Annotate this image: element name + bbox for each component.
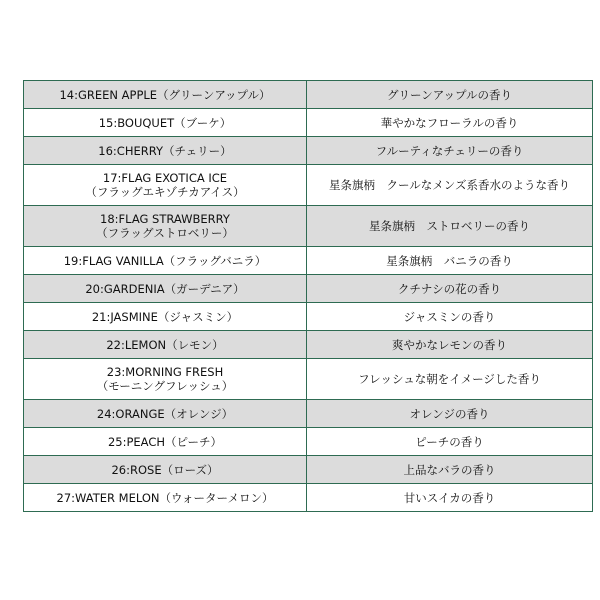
table-row — [24, 428, 593, 456]
scent-description-cell: 爽やかなレモンの香り — [307, 331, 593, 359]
scent-description-cell: 華やかなフローラルの香り — [307, 109, 593, 137]
scent-name-line: 20:GARDENIA（ガーデニア） — [85, 281, 245, 296]
scent-name-cell — [24, 275, 307, 303]
scent-name-cell — [24, 428, 307, 456]
scent-name-cell — [24, 456, 307, 484]
scent-name-cell — [24, 303, 307, 331]
scent-name-line: 14:GREEN APPLE（グリーンアップル） — [59, 87, 271, 102]
table-row — [24, 484, 593, 512]
scent-name-line: 16:CHERRY（チェリー） — [98, 143, 232, 158]
scent-name-cell — [24, 81, 307, 109]
scent-name-line: （フラッグエキゾチカアイス） — [85, 185, 245, 199]
scent-name-line: 22:LEMON（レモン） — [106, 337, 224, 352]
scent-name-cell — [24, 484, 307, 512]
scent-description-cell: ピーチの香り — [307, 428, 593, 456]
scent-name-line: （フラッグストロベリー） — [96, 226, 234, 240]
table-row — [24, 206, 593, 247]
scent-description-cell: 上品なバラの香り — [307, 456, 593, 484]
table-row — [24, 247, 593, 275]
scent-description-cell: 星条旗柄 ストロベリーの香り — [307, 206, 593, 247]
scent-name-line: 19:FLAG VANILLA（フラッグバニラ） — [63, 253, 267, 268]
scent-name-line: （モーニングフレッシュ） — [96, 379, 234, 393]
scent-description-cell: 星条旗柄 バニラの香り — [307, 247, 593, 275]
table-row — [24, 331, 593, 359]
scent-name-cell — [24, 137, 307, 165]
scent-name-line: 25:PEACH（ピーチ） — [107, 434, 223, 449]
table-row — [24, 400, 593, 428]
scent-description-cell: フルーティなチェリーの香り — [307, 137, 593, 165]
table-row — [24, 359, 593, 400]
table-row — [24, 137, 593, 165]
scent-name-line: 17:FLAG EXOTICA ICE — [102, 171, 228, 185]
table-row — [24, 275, 593, 303]
scent-description-cell: 甘いスイカの香り — [307, 484, 593, 512]
scent-name-cell — [24, 359, 307, 400]
scent-table — [23, 80, 593, 512]
scent-table-body — [24, 81, 593, 512]
scent-name-line: 27:WATER MELON（ウォーターメロン） — [56, 490, 274, 505]
table-row — [24, 456, 593, 484]
scent-name-cell — [24, 206, 307, 247]
scent-description-cell: クチナシの花の香り — [307, 275, 593, 303]
scent-name-line: 15:BOUQUET（ブーケ） — [98, 115, 232, 130]
scent-name-line: 21:JASMINE（ジャスミン） — [91, 309, 239, 324]
scent-description-cell: オレンジの香り — [307, 400, 593, 428]
scent-description-cell: 星条旗柄 クールなメンズ系香水のような香り — [307, 165, 593, 206]
scent-name-line: 18:FLAG STRAWBERRY — [100, 212, 230, 226]
scent-name-cell — [24, 109, 307, 137]
scent-description-cell: フレッシュな朝をイメージした香り — [307, 359, 593, 400]
table-row — [24, 81, 593, 109]
scent-name-line: 26:ROSE（ローズ） — [111, 462, 219, 477]
scent-name-cell — [24, 400, 307, 428]
scent-description-cell: グリーンアップルの香り — [307, 81, 593, 109]
scent-name-line: 24:ORANGE（オレンジ） — [96, 406, 234, 421]
scent-name-cell — [24, 331, 307, 359]
table-row — [24, 109, 593, 137]
table-row — [24, 165, 593, 206]
scent-name-cell — [24, 247, 307, 275]
scent-name-cell — [24, 165, 307, 206]
scent-description-cell: ジャスミンの香り — [307, 303, 593, 331]
table-row — [24, 303, 593, 331]
scent-name-line: 23:MORNING FRESH — [106, 365, 224, 379]
